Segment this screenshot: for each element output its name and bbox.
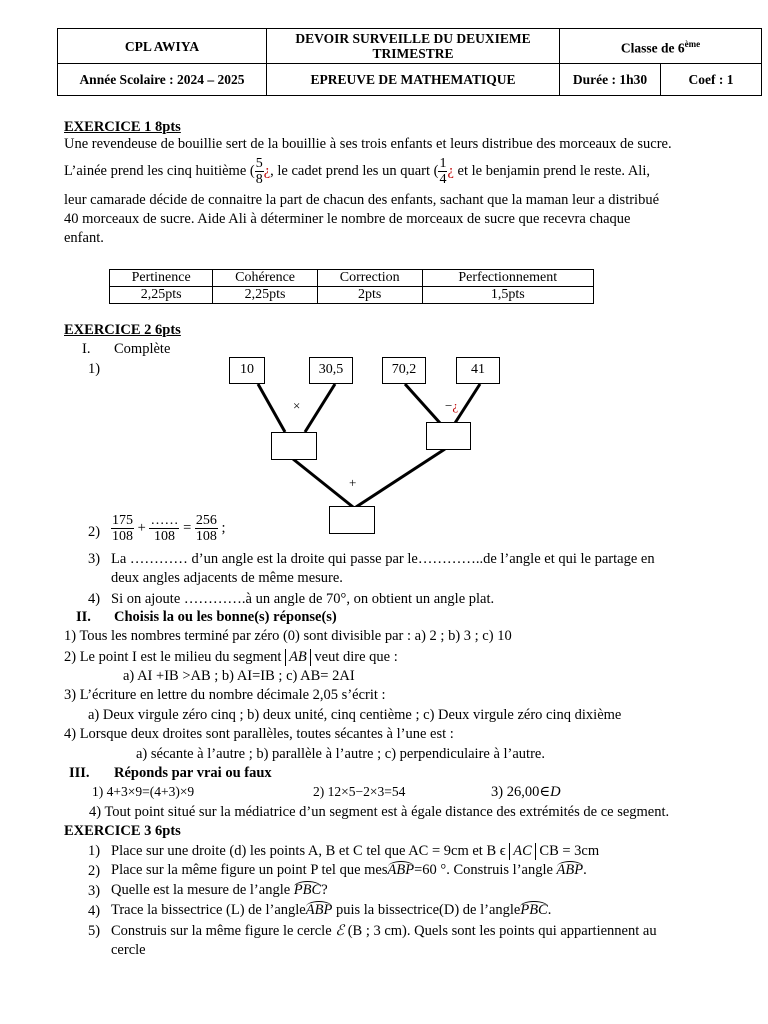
grid-header: Pertinence (110, 270, 213, 287)
tree-answer-box-difference (426, 422, 471, 450)
tree-answer-box-product (271, 432, 317, 460)
ex3-item-5-number: 5) (88, 923, 101, 939)
segment-ab: AB (285, 649, 311, 666)
ex3-item-4-number: 4) (88, 903, 101, 919)
grid-value: 1,5pts (422, 287, 593, 304)
ex3-item-3: Quelle est la mesure de l’angle PBC? (111, 882, 328, 898)
part-1-number: I. (82, 341, 91, 357)
coefficient: Coef : 1 (661, 64, 762, 96)
school-name: CPL AWIYA (58, 29, 267, 64)
tree-value-box: 30,5 (309, 357, 353, 384)
segment-ac: AC (509, 843, 536, 860)
exam-title: DEVOIR SURVEILLE DU DEUXIEME TRIMESTRE (267, 29, 560, 64)
fraction-equation: $\frac{175}{108}$ + $\frac{\dots\dots}{108}$ = $\frac{256}{108}$ ; (112, 513, 226, 544)
times-operator: × (293, 398, 301, 413)
ex3-item-1: Place sur une droite (d) les points A, B et C tel que AC = 9cm et B ϵ AC CB = 3cm (111, 843, 600, 859)
true-false-3: 3) 26,00∈D (491, 784, 561, 800)
angle-pbc: PBC (293, 882, 322, 898)
question-3-number: 3) (88, 551, 101, 567)
question-2-number: 2) (88, 524, 101, 540)
angle-pbc: PBC (520, 902, 548, 918)
grid-value: 2,25pts (110, 287, 213, 304)
ex1-line-2: L’ainée prend les cinq huitième ( $\frac{5}{8}$ ¿, le cadet prend les un quart ( $\frac{1}{4}$ ¿ et le benjamin prend le reste. Ali, (64, 156, 650, 187)
true-false-1: 1) 4+3×9=(4+3)×9 (92, 784, 195, 799)
grid-value: 2pts (317, 287, 422, 304)
angle-abp: ABP (387, 862, 415, 878)
ex1-line-1: Une revendeuse de bouillie sert de la bouillie à ses trois enfants et leurs distribue des morceaux de sucre. (64, 136, 672, 152)
part-3-label: Réponds par vrai ou faux (114, 765, 272, 781)
subject: EPREUVE DE MATHEMATIQUE (267, 64, 560, 96)
question-4-text: Si on ajoute ………….à un angle de 70°, on obtient un angle plat. (111, 591, 495, 607)
choice-question-3-options: a) Deux virgule zéro cinq ; b) deux unité, cinq centième ; c) Deux virgule zéro cinq dixième (88, 707, 622, 723)
ex1-line-3: leur camarade décide de connaitre la part de chacun des enfants, sachant que la maman leur a distribué (64, 192, 660, 208)
tree-value-box: 70,2 (382, 357, 426, 384)
ex1-line-5: enfant. (64, 230, 104, 246)
tree-answer-box-sum (329, 506, 375, 534)
ex3-item-5-continued: cercle (111, 942, 146, 958)
ex1-line-4: 40 morceaux de sucre. Aide Ali à déterminer le nombre de morceaux de sucre que recevra chaque (64, 211, 631, 227)
angle-abp: ABP (556, 862, 584, 878)
choice-question-4: 4) Lorsque deux droites sont parallèles, toutes sécantes à l’une est : (64, 726, 454, 742)
ex3-item-5: Construis sur la même figure le cercle ℰ (B ; 3 cm). Quels sont les points qui appartiennent au (111, 923, 657, 939)
part-2-label: Choisis la ou les bonne(s) réponse(s) (114, 609, 337, 625)
question-4-number: 4) (88, 591, 101, 607)
grid-header: Correction (317, 270, 422, 287)
true-false-2: 2) 12×5−2×3=54 (313, 784, 406, 799)
minus-operator: −¿ (445, 398, 459, 413)
true-false-4: 4) Tout point situé sur la médiatrice d’un segment est à égale distance des extrémités de ce segment. (89, 804, 670, 820)
question-1-number: 1) (88, 361, 101, 377)
ex3-item-1-number: 1) (88, 843, 101, 859)
tree-value-box: 10 (229, 357, 265, 384)
grid-header: Cohérence (213, 270, 318, 287)
choice-question-3: 3) L’écriture en lettre du nombre décimale 2,05 s’écrit : (64, 687, 386, 703)
part-1-label: Complète (114, 341, 171, 357)
school-year: Année Scolaire : 2024 – 2025 (58, 64, 267, 96)
plus-operator: + (349, 475, 357, 490)
part-3-number: III. (69, 765, 90, 781)
ex3-item-2: Place sur la même figure un point P tel que mesABP=60 °. Construis l’angle ABP. (111, 862, 587, 878)
choice-question-2: 2) Le point I est le milieu du segment AB veut dire que : (64, 649, 398, 665)
ex3-item-4: Trace la bissectrice (L) de l’angleABP puis la bissectrice(D) de l’anglePBC. (111, 902, 552, 918)
question-3-line-2: deux angles adjacents de même mesure. (111, 570, 343, 586)
ex3-item-2-number: 2) (88, 863, 101, 879)
part-2-number: II. (76, 609, 91, 625)
exercise-1-title: EXERCICE 1 8pts (64, 119, 181, 135)
fraction-one-quarter: $\frac{1}{4}$ (439, 156, 447, 187)
tree-value-box: 41 (456, 357, 500, 384)
choice-question-4-options: a) sécante à l’autre ; b) parallèle à l’autre ; c) perpendiculaire à l’autre. (136, 746, 545, 762)
exercise-2-title: EXERCICE 2 6pts (64, 322, 181, 338)
fraction-five-eighths: $\frac{5}{8}$ (255, 156, 263, 187)
class-label: Classe de 6ème (560, 29, 762, 64)
question-3-line-1: La ………… d’un angle est la droite qui passe par le…………..de l’angle et qui le partage en (111, 551, 655, 567)
angle-abp: ABP (305, 902, 333, 918)
duration: Durée : 1h30 (560, 64, 661, 96)
ex3-item-3-number: 3) (88, 883, 101, 899)
grid-value: 2,25pts (213, 287, 318, 304)
grid-header: Perfectionnement (422, 270, 593, 287)
choice-question-1: 1) Tous les nombres terminé par zéro (0) sont divisible par : a) 2 ; b) 3 ; c) 10 (64, 628, 512, 644)
exercise-3-title: EXERCICE 3 6pts (64, 823, 181, 839)
choice-question-2-options: a) AI +IB >AB ; b) AI=IB ; c) AB= 2AI (123, 668, 355, 684)
